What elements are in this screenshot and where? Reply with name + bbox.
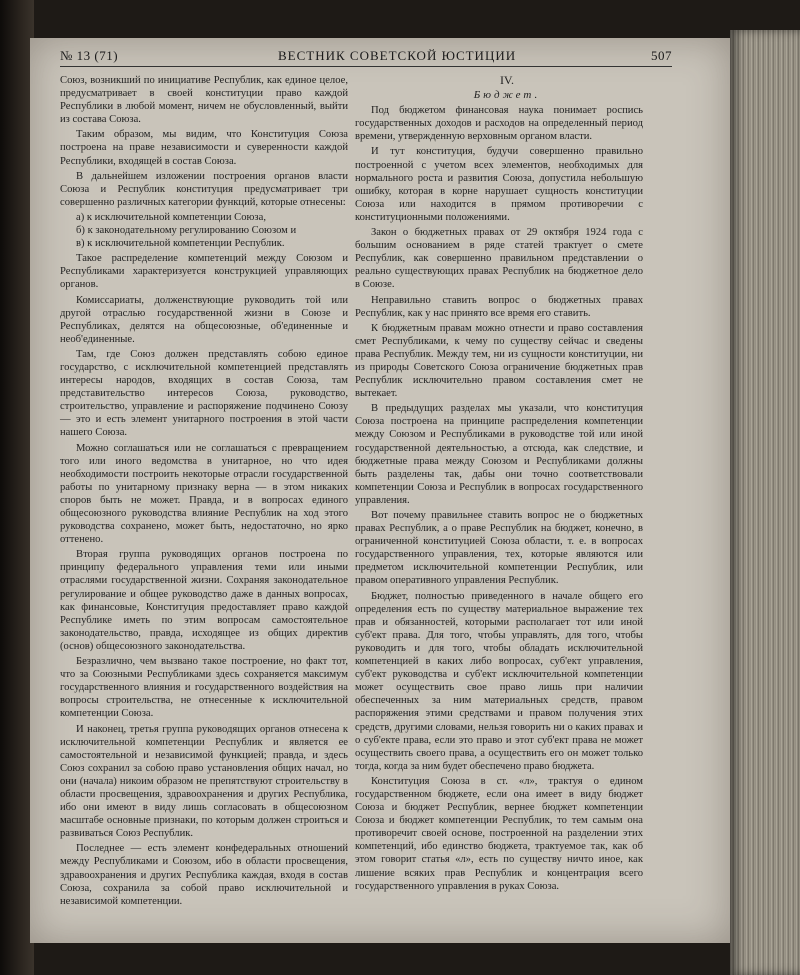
paragraph: Можно соглашаться или не соглашаться с превращением того или иного ведомства в унитарное, но что идея необходимости построить некоторые отрасли государственной работы по унитарному признаку верна — в этом никаких споров быть не может. Правда, и в вопросах единого общесоюзного руководства влияние Республик на ход этого руководства сохранено, может быть, недостаточно, но ярко оттенено. (60, 442, 348, 546)
issue-number: № 13 (71) (60, 48, 119, 63)
list-item: в) к исключительной компетенции Республик. (76, 238, 285, 250)
paragraph: Конституция Союза в ст. «л», трактуя о едином государственном бюджете, если она имеет в виду бюджет Союза и бюджет Республик, вернее бюджет компетенции Союза и бюджет компетенции Республик, то тем самым она противоречит своей основе, построенной на разделении этих компетенций, ибо единство бюджета, трактуемое так, как об этом говорит статья «л», есть по существу ничто иное, как лишение всяких прав Республик и концентрация всего государственного управления в руках Союза. (355, 775, 643, 892)
page-stack-edge (730, 30, 800, 975)
paragraph: Такое распределение компетенций между Союзом и Республиками характеризуется конструкцией управляющих органов. (60, 253, 348, 291)
paragraph: Безразлично, чем вызвано такое построение, но факт тот, что за Союзными Республиками здесь сохраняется максимум государственного влияния и государственного воздействия на вопросы строительства, не отнесенные к исключительной компетенции Союза. (60, 656, 348, 720)
paragraph: Таким образом, мы видим, что Конституция Союза построена на праве независимости и суверенности каждой Республики, входящей в состав Союза. (60, 129, 348, 167)
paragraph: Бюджет, полностью приведенного в начале общего его определения есть по существу материальное выражение тех прав и обязанностей, которыми располагает тот или иной суб'ект права. Для того, чтобы управлять, для того, чтобы руководить и для того, чтобы обладать исключительной компетенцией в каких либо вопросах, суб'ект управления, суб'ект руководства и суб'ект исключительной компетенции может осуществить свое право лишь при наличии обеспеченных за ним материальных средств, правом распоряжения этими средствами и правом получения этих средств, другими словами, нельзя говорить ни о каких правах и о суб'екте права, если это право и этот суб'ект права не может осуществить своего права, а осуществить его он может только тогда, когда за ним будет обеспечено право бюджета. (355, 590, 643, 772)
list-item: а) к исключительной компетенции Союза, (76, 211, 266, 223)
section-number: IV. (499, 73, 515, 87)
right-column (355, 74, 643, 895)
paragraph: Там, где Союз должен представлять собою единое государство, с исключительной компетенцией представлять интересы народов, входящих в состав Союза, там представительство интересов Союза, руководство, строительство, управление и распоряжение подчинено Союзу — это и есть элемент унитарного построения в этой части нашего Союза. (60, 348, 348, 439)
paragraph: Последнее — есть элемент конфедеральных отношений между Республиками и Союзом, ибо в области просвещения, здравоохранения и других Республика каждая, входя в состав Союза, сохранила за собой право исключительной и независимой компетенции. (60, 843, 348, 907)
paragraph: Под бюджетом финансовая наука понимает роспись государственных доходов и расходов на определенный период времени, утвержденную верховным органом власти. (355, 105, 643, 143)
paragraph: В дальнейшем изложении построения органов власти Союза и Республик конституция предусматривает три совершенно различных категории функций, которые отнесены: (60, 170, 348, 208)
left-column (60, 74, 348, 910)
journal-page (30, 38, 730, 943)
paragraph: Вот почему правильнее ставить вопрос не о бюджетных правах Республик, а о праве Республик на бюджет, конечно, в ограниченной конституцией Союза области, т. е. в вопросах государственного управления, тех, которые являются или предметом исключительной компетенции Республик, или правом оперативного управления Республик. (355, 510, 643, 587)
list-item: б) к законодательному регулированию Союзом и (76, 225, 297, 237)
paragraph: Неправильно ставить вопрос о бюджетных правах Республик, как у нас принято все время его ставить. (355, 294, 643, 319)
journal-title: ВЕСТНИК СОВЕТСКОЙ ЮСТИЦИИ (278, 48, 517, 63)
page-number: 507 (651, 48, 672, 63)
paragraph: Союз, возникший по инициативе Республик, как единое целое, предусматривает в своей конституции право каждой Республики в любой момент, ничем не обусловленный, выйти из состава Союза. (60, 75, 348, 126)
paragraph: Комиссариаты, долженствующие руководить той или другой отраслью государственной жизни в Союзе и Республиках, делятся на общесоюзные, об'единенные и необ'единенные. (60, 294, 348, 345)
paragraph: И наконец, третья группа руководящих органов отнесена к исключительной компетенции Республик и является ее самостоятельной и независимой функцией; правда, и здесь Союз сохранил за собою право установления общих начал, но они (начала) никоим образом не препятствуют строительству в области просвещения, здравоохранения и других Республика, ибо они имеют в виду лишь согласовать в общесоюзном масштабе основные признаки, по которым должен строиться и развиваться Союз Республик. (60, 723, 348, 840)
paragraph: В предыдущих разделах мы указали, что конституция Союза построена на принципе распределения компетенции между Союзом и Республиками в руководстве той или иной государственной деятельностью, а отсюда, как следствие, и бюджетные права между Союзом и Республиками должны быть разделены так, дабы они точно соответствовали компетенции Союза и Республик в вопросах государственного управления. (355, 403, 643, 506)
paragraph: К бюджетным правам можно отнести и право составления смет Республиками, к чему по существу сейчас и сведены права Республик. Между тем, ни из сущности конституции, ни из природы Советского Союза ограничение бюджетных прав Республик исключительно правом составления смет не вытекает. (355, 322, 643, 400)
paragraph: Закон о бюджетных правах от 29 октября 1924 года с большим основанием в ряде статей трактует о смете Республик, как совершенно правильном представлении о реально существующих правах Республик на бюджетное дело в Союзе. (355, 227, 643, 291)
paragraph: Вторая группа руководящих органов построена по принципу федерального управления теми или иными отраслями государственной жизни. Сохраняя законодательное регулирование и общее руководство даже в данных вопросах, как финансовые, Конституция предоставляет право каждой Республике иметь по этим вопросам самостоятельное законодательство, правда, исходящее из общих директив (основ) общесоюзного законодательства. (60, 549, 348, 652)
section-title: Бюджет. (473, 89, 541, 102)
book-binding (0, 0, 34, 975)
running-header (60, 46, 672, 67)
paragraph: И тут конституция, будучи совершенно правильно построенной с учетом всех элементов, необходимых для нормального роста и развития Союза, допустила небольшую ошибку, которая в корне нарушает сущность конституции Союза или находится в прямом противоречии с конституционными положениями. (355, 146, 643, 223)
